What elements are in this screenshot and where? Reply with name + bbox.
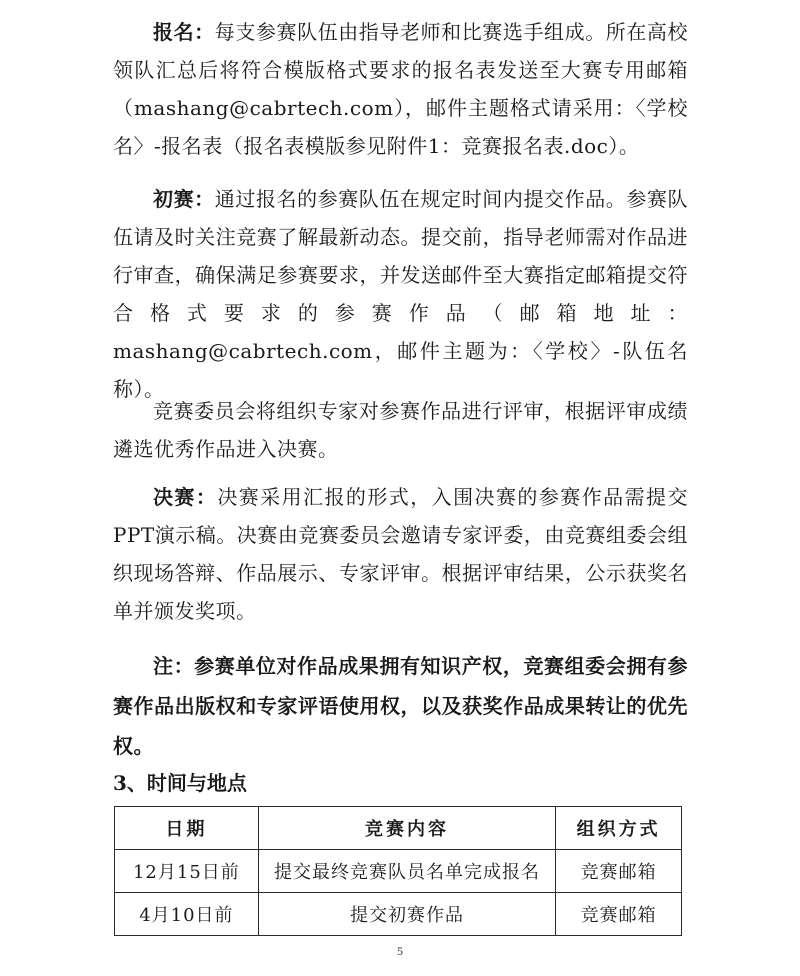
table-cell-date: 4月10日前 <box>115 893 259 936</box>
paragraph-final <box>113 478 688 630</box>
table-cell-organization: 竞赛邮箱 <box>556 893 682 936</box>
table-row <box>115 850 682 893</box>
paragraph-preliminary <box>113 180 688 408</box>
paragraph-registration <box>113 13 688 165</box>
paragraph-text: 每支参赛队伍由指导老师和比赛选手组成。所在高校领队汇总后将符合模版格式要求的报名表发送至大赛专用邮箱（mashang@cabrtech.com），邮件主题格式请采用：〈学校名〉-报名表（报名表模版参见附件1：竞赛报名表.doc）。 <box>113 20 689 158</box>
paragraph-text: 决赛采用汇报的形式，入围决赛的参赛作品需提交PPT演示稿。决赛由竞赛委员会邀请专家评委，由竞赛组委会组织现场答辩、作品展示、专家评审。根据评审结果，公示获奖名单并颁发奖项。 <box>113 485 688 623</box>
table-header-content: 竞赛内容 <box>258 807 555 850</box>
table-cell-organization: 竞赛邮箱 <box>556 850 682 893</box>
table-cell-content: 提交最终竞赛队员名单完成报名 <box>258 850 555 893</box>
table-header-row <box>115 807 682 850</box>
paragraph-lead: 决赛： <box>153 485 218 509</box>
table-row <box>115 893 682 936</box>
schedule-table <box>114 806 682 936</box>
paragraph-text: 通过报名的参赛队伍在规定时间内提交作品。参赛队伍请及时关注竞赛了解最新动态。提交前，指导老师需对作品进行审查，确保满足参赛要求，并发送邮件至大赛指定邮箱提交符合格式要求的参赛作品（邮箱地址：mashang@cabrtech.com，邮件主题为：〈学校〉-队伍名称）。 <box>113 187 689 401</box>
table-header-date: 日期 <box>115 807 259 850</box>
paragraph-text: 注：参赛单位对作品成果拥有知识产权，竞赛组委会拥有参赛作品出版权和专家评语使用权，以及获奖作品成果转让的优先权。 <box>113 654 688 758</box>
paragraph-lead: 初赛： <box>153 187 215 211</box>
table-cell-content: 提交初赛作品 <box>258 893 555 936</box>
page-number: 5 <box>397 944 403 958</box>
table-cell-date: 12月15日前 <box>115 850 259 893</box>
paragraph-lead: 报名： <box>153 20 215 44</box>
section-heading-time-location: 3、时间与地点 <box>113 771 247 795</box>
table-header-organization: 组织方式 <box>556 807 682 850</box>
paragraph-note <box>113 646 688 766</box>
paragraph-review <box>113 392 688 468</box>
paragraph-text: 竞赛委员会将组织专家对参赛作品进行评审，根据评审成绩遴选优秀作品进入决赛。 <box>113 399 688 461</box>
